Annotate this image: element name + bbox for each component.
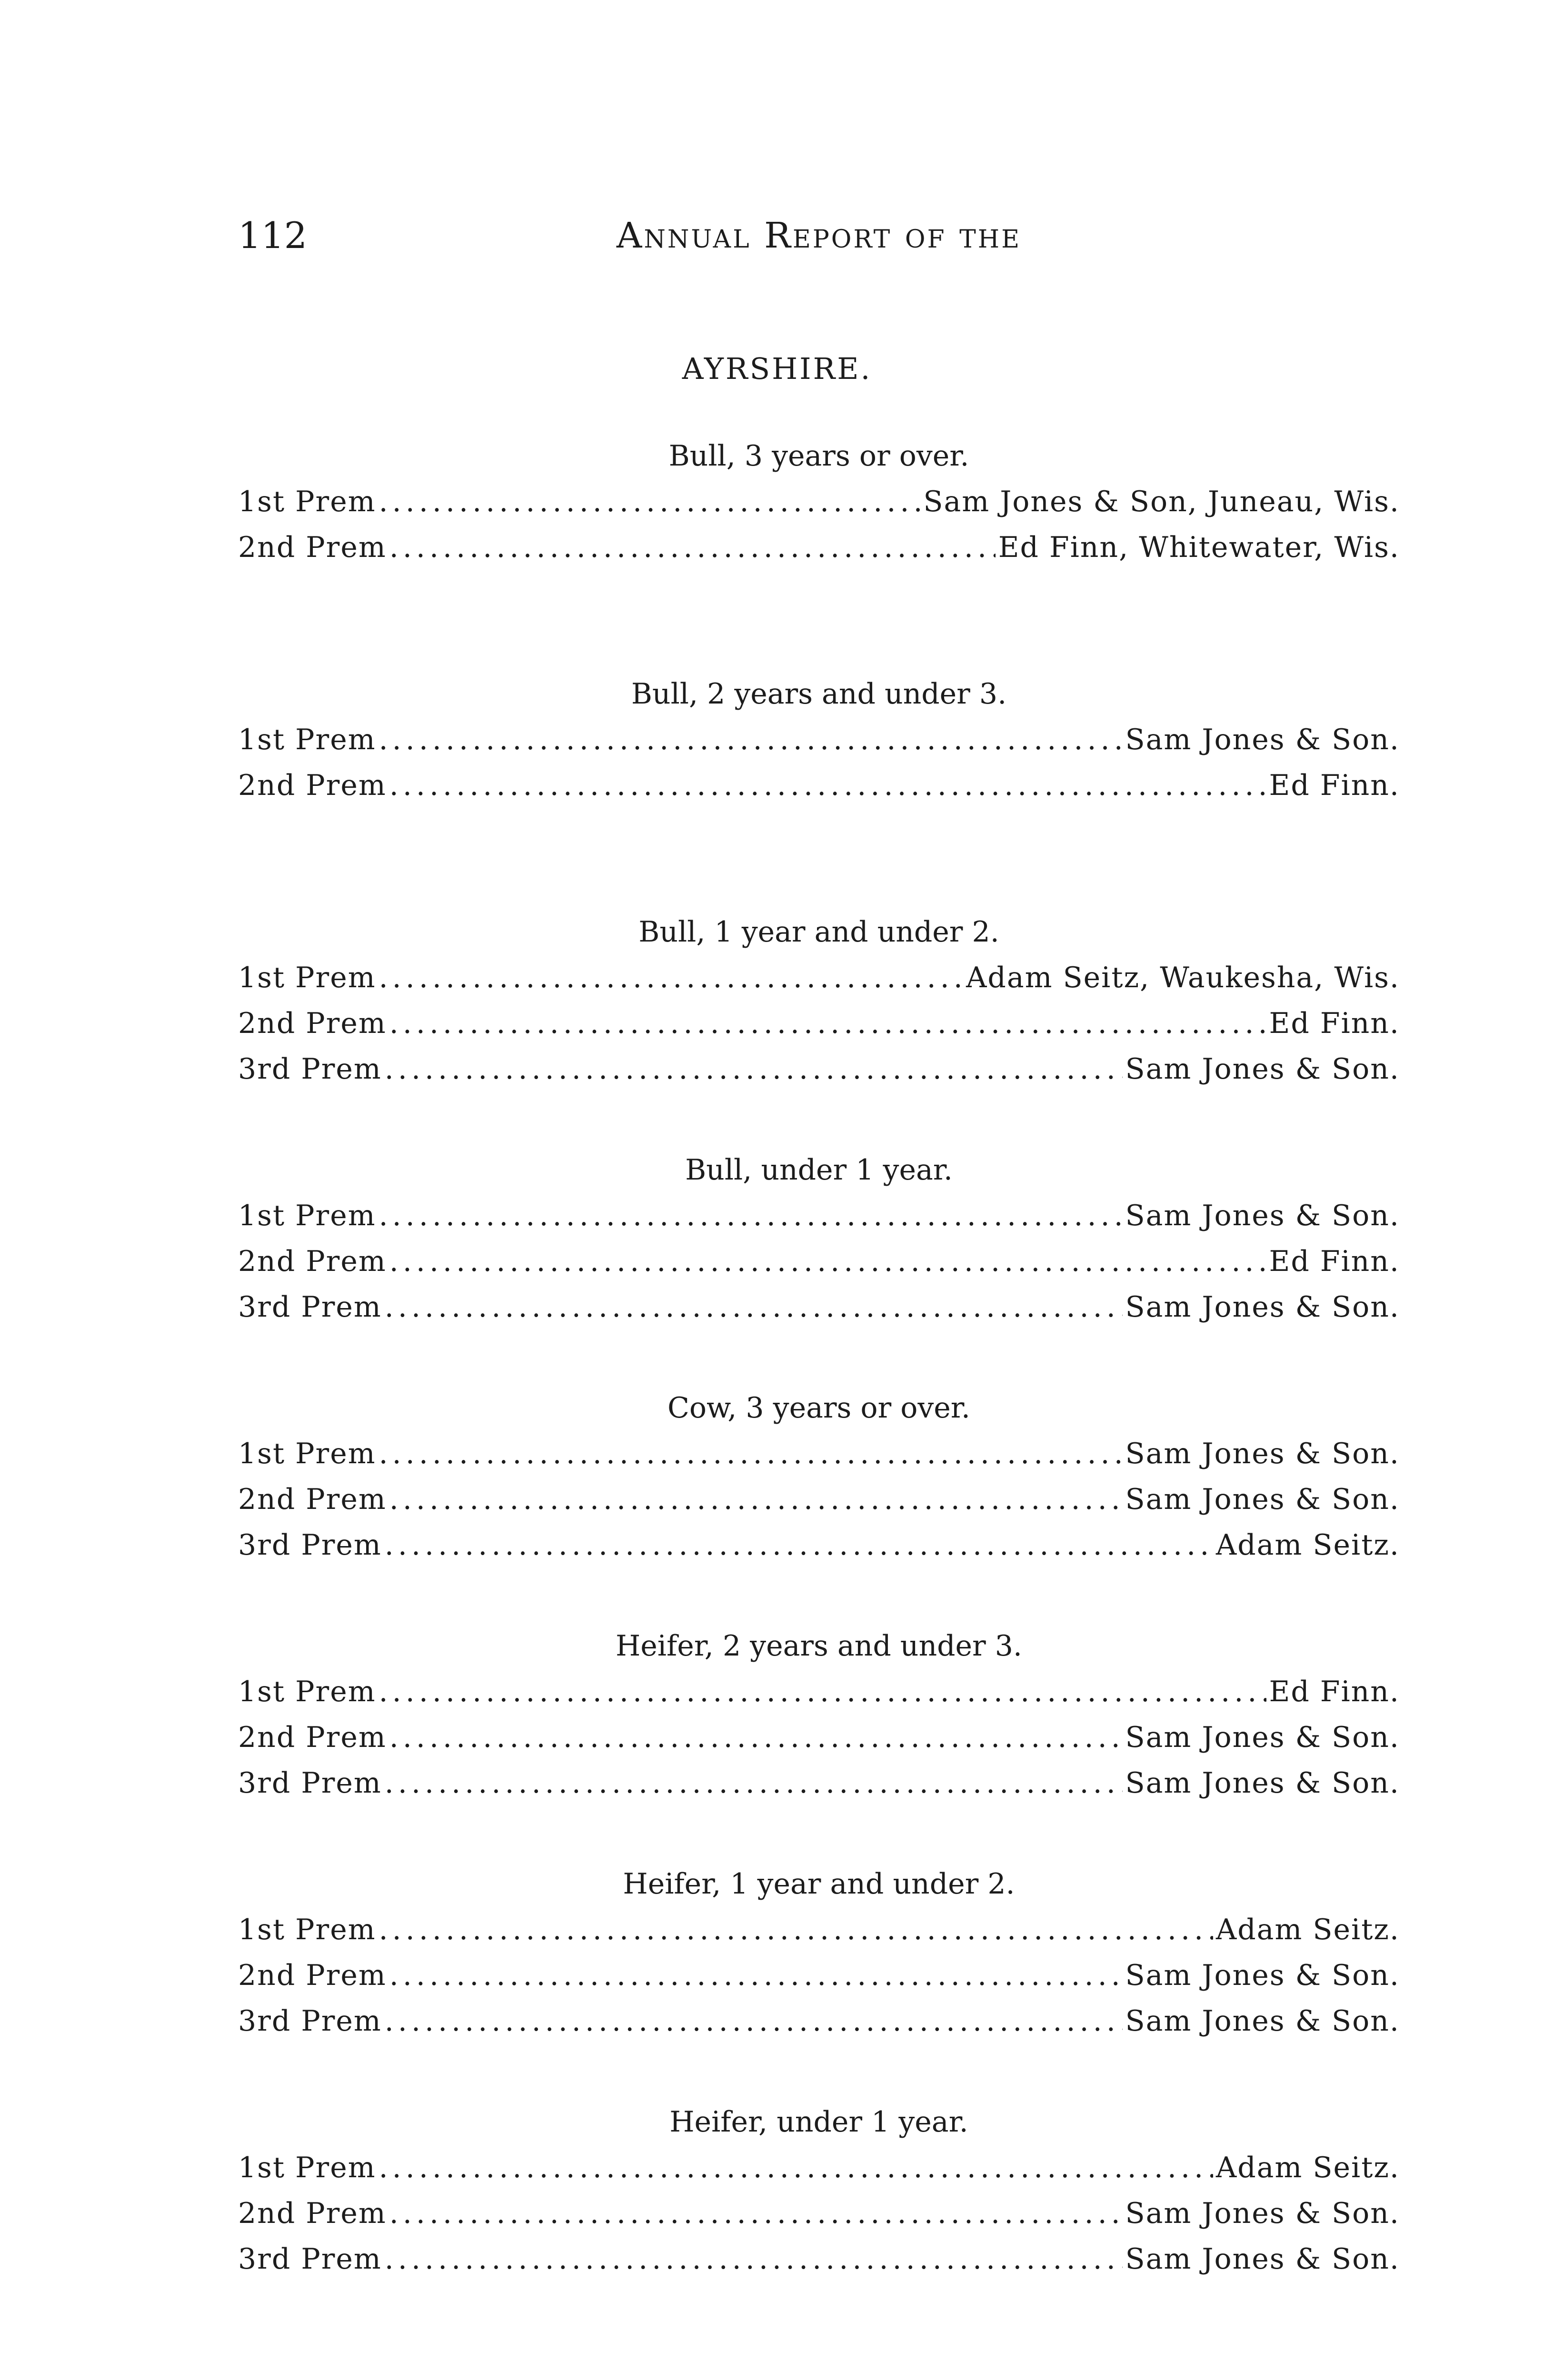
premium-winner: Sam Jones & Son.: [1125, 1199, 1400, 1232]
dot-leader: [389, 1953, 1123, 1998]
class-title: Bull, 1 year and under 2.: [638, 915, 999, 949]
running-title: Annual Report of the: [616, 215, 1022, 256]
premium-winner: Sam Jones & Son.: [1125, 1766, 1400, 1800]
award-row: [238, 1522, 1400, 1568]
premium-winner: Sam Jones & Son.: [1125, 723, 1400, 756]
award-row: [238, 479, 1400, 525]
award-class: [238, 1623, 1400, 1861]
dot-leader: [379, 955, 963, 1001]
dot-leader: [385, 1522, 1213, 1568]
premium-place: 2nd Prem: [238, 1007, 387, 1040]
award-row: [238, 1998, 1400, 2044]
award-row: [238, 2236, 1400, 2282]
premium-winner: Sam Jones & Son.: [1125, 2197, 1400, 2230]
premium-place: 1st Prem: [238, 1913, 376, 1946]
award-row: [238, 1953, 1400, 1998]
premium-place: 3rd Prem: [238, 1052, 382, 1086]
award-row: [238, 955, 1400, 1001]
award-row: [238, 763, 1400, 808]
premium-winner: Ed Finn.: [1269, 769, 1400, 802]
award-row: [238, 1239, 1400, 1284]
premium-place: 2nd Prem: [238, 769, 387, 802]
premium-place: 1st Prem: [238, 1199, 376, 1232]
premium-winner: Sam Jones & Son.: [1125, 2004, 1400, 2038]
dot-leader: [379, 2145, 1213, 2191]
class-title: Heifer, 2 years and under 3.: [615, 1629, 1023, 1663]
running-head: [238, 209, 1400, 262]
class-title: Bull, 3 years or over.: [668, 439, 969, 473]
premium-winner: Sam Jones & Son.: [1125, 1959, 1400, 1992]
premium-winner: Sam Jones & Son.: [1125, 1290, 1400, 1324]
premium-winner: Ed Finn.: [1269, 1245, 1400, 1278]
award-class: [238, 909, 1400, 1147]
premium-place: 3rd Prem: [238, 2004, 382, 2038]
premium-winner: Ed Finn.: [1269, 1675, 1400, 1708]
class-title: Bull, 2 years and under 3.: [631, 677, 1007, 711]
award-row: [238, 1760, 1400, 1806]
award-row: [238, 525, 1400, 570]
awards-list: [238, 433, 1400, 2337]
premium-winner: Adam Seitz.: [1215, 1913, 1400, 1946]
premium-place: 3rd Prem: [238, 1290, 382, 1324]
award-row: [238, 1193, 1400, 1239]
class-title: Cow, 3 years or over.: [667, 1391, 970, 1425]
premium-place: 2nd Prem: [238, 1959, 387, 1992]
premium-winner: Sam Jones & Son.: [1125, 1052, 1400, 1086]
premium-winner: Ed Finn.: [1269, 1007, 1400, 1040]
award-class: [238, 671, 1400, 909]
section-title: AYRSHIRE.: [682, 351, 872, 386]
award-row: [238, 1284, 1400, 1330]
premium-winner: Sam Jones & Son.: [1125, 1483, 1400, 1516]
dot-leader: [379, 1907, 1213, 1953]
dot-leader: [389, 525, 996, 570]
dot-leader: [389, 1001, 1266, 1046]
award-class: [238, 1147, 1400, 1385]
dot-leader: [379, 479, 921, 525]
award-row: [238, 2145, 1400, 2191]
dot-leader: [389, 1715, 1123, 1760]
class-title: Heifer, under 1 year.: [669, 2105, 968, 2139]
award-row: [238, 1477, 1400, 1522]
premium-place: 2nd Prem: [238, 531, 387, 564]
award-row: [238, 2191, 1400, 2236]
premium-place: 1st Prem: [238, 1437, 376, 1470]
premium-place: 2nd Prem: [238, 2197, 387, 2230]
premium-winner: Sam Jones & Son.: [1125, 1437, 1400, 1470]
award-row: [238, 1669, 1400, 1715]
dot-leader: [389, 1477, 1123, 1522]
premium-winner: Ed Finn, Whitewater, Wis.: [998, 531, 1400, 564]
premium-place: 2nd Prem: [238, 1245, 387, 1278]
dot-leader: [379, 1431, 1123, 1477]
dot-leader: [385, 1046, 1123, 1092]
award-class: [238, 2099, 1400, 2337]
premium-place: 3rd Prem: [238, 1528, 382, 1562]
premium-winner: Adam Seitz.: [1215, 1528, 1400, 1562]
premium-winner: Sam Jones & Son.: [1125, 2242, 1400, 2276]
award-row: [238, 1046, 1400, 1092]
dot-leader: [385, 1284, 1123, 1330]
premium-place: 1st Prem: [238, 1675, 376, 1708]
premium-place: 2nd Prem: [238, 1483, 387, 1516]
dot-leader: [385, 1998, 1123, 2044]
premium-winner: Adam Seitz.: [1215, 2151, 1400, 2184]
dot-leader: [385, 1760, 1123, 1806]
premium-place: 1st Prem: [238, 2151, 376, 2184]
premium-place: 1st Prem: [238, 961, 376, 994]
award-row: [238, 1431, 1400, 1477]
dot-leader: [389, 1239, 1266, 1284]
dot-leader: [379, 1669, 1266, 1715]
award-row: [238, 717, 1400, 763]
page-number: 112: [238, 214, 308, 257]
dot-leader: [379, 717, 1123, 763]
award-class: [238, 433, 1400, 671]
premium-place: 1st Prem: [238, 485, 376, 518]
dot-leader: [389, 2191, 1123, 2236]
premium-winner: Adam Seitz, Waukesha, Wis.: [966, 961, 1400, 994]
premium-place: 3rd Prem: [238, 2242, 382, 2276]
dot-leader: [379, 1193, 1123, 1239]
dot-leader: [389, 763, 1266, 808]
premium-winner: Sam Jones & Son.: [1125, 1721, 1400, 1754]
dot-leader: [385, 2236, 1123, 2282]
award-row: [238, 1715, 1400, 1760]
award-row: [238, 1907, 1400, 1953]
premium-place: 2nd Prem: [238, 1721, 387, 1754]
award-row: [238, 1001, 1400, 1046]
award-class: [238, 1385, 1400, 1623]
class-title: Heifer, 1 year and under 2.: [623, 1867, 1015, 1901]
class-title: Bull, under 1 year.: [685, 1153, 953, 1187]
premium-place: 1st Prem: [238, 723, 376, 756]
premium-winner: Sam Jones & Son, Juneau, Wis.: [923, 485, 1400, 518]
premium-place: 3rd Prem: [238, 1766, 382, 1800]
award-class: [238, 1861, 1400, 2099]
